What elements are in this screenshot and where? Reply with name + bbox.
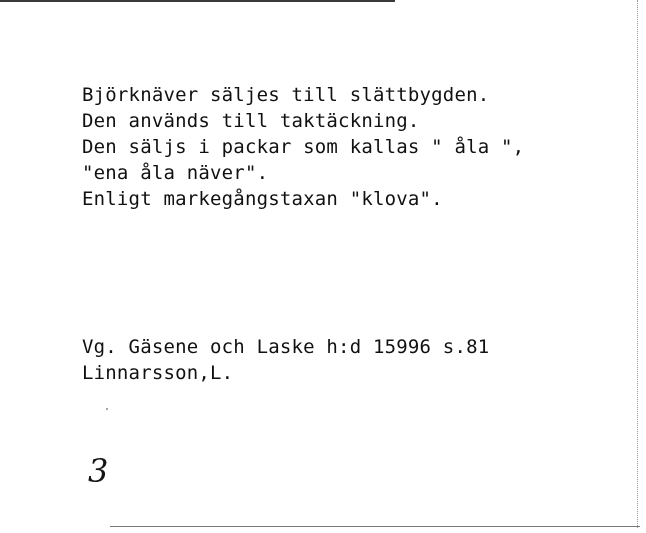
ink-speck <box>106 408 108 410</box>
text-line-1: Björknäver säljes till slättbygden. <box>82 84 490 106</box>
source-reference <box>82 334 489 386</box>
reference-line-2: Linnarsson,L. <box>82 362 234 384</box>
text-line-2: Den används till taktäckning. <box>82 110 420 132</box>
card-body-text <box>82 82 524 212</box>
text-line-4: "ena åla näver". <box>82 162 269 184</box>
text-line-3: Den säljs i packar som kallas " åla ", <box>82 136 525 158</box>
card-right-edge <box>637 0 638 528</box>
handwritten-card-number: 3 <box>88 452 109 490</box>
reference-line-1: Vg. Gäsene och Laske h:d 15996 s.81 <box>82 336 490 358</box>
card-top-edge <box>0 0 395 2</box>
text-line-5: Enligt markegångstaxan "klova". <box>82 188 443 210</box>
card-bottom-edge <box>110 526 640 527</box>
